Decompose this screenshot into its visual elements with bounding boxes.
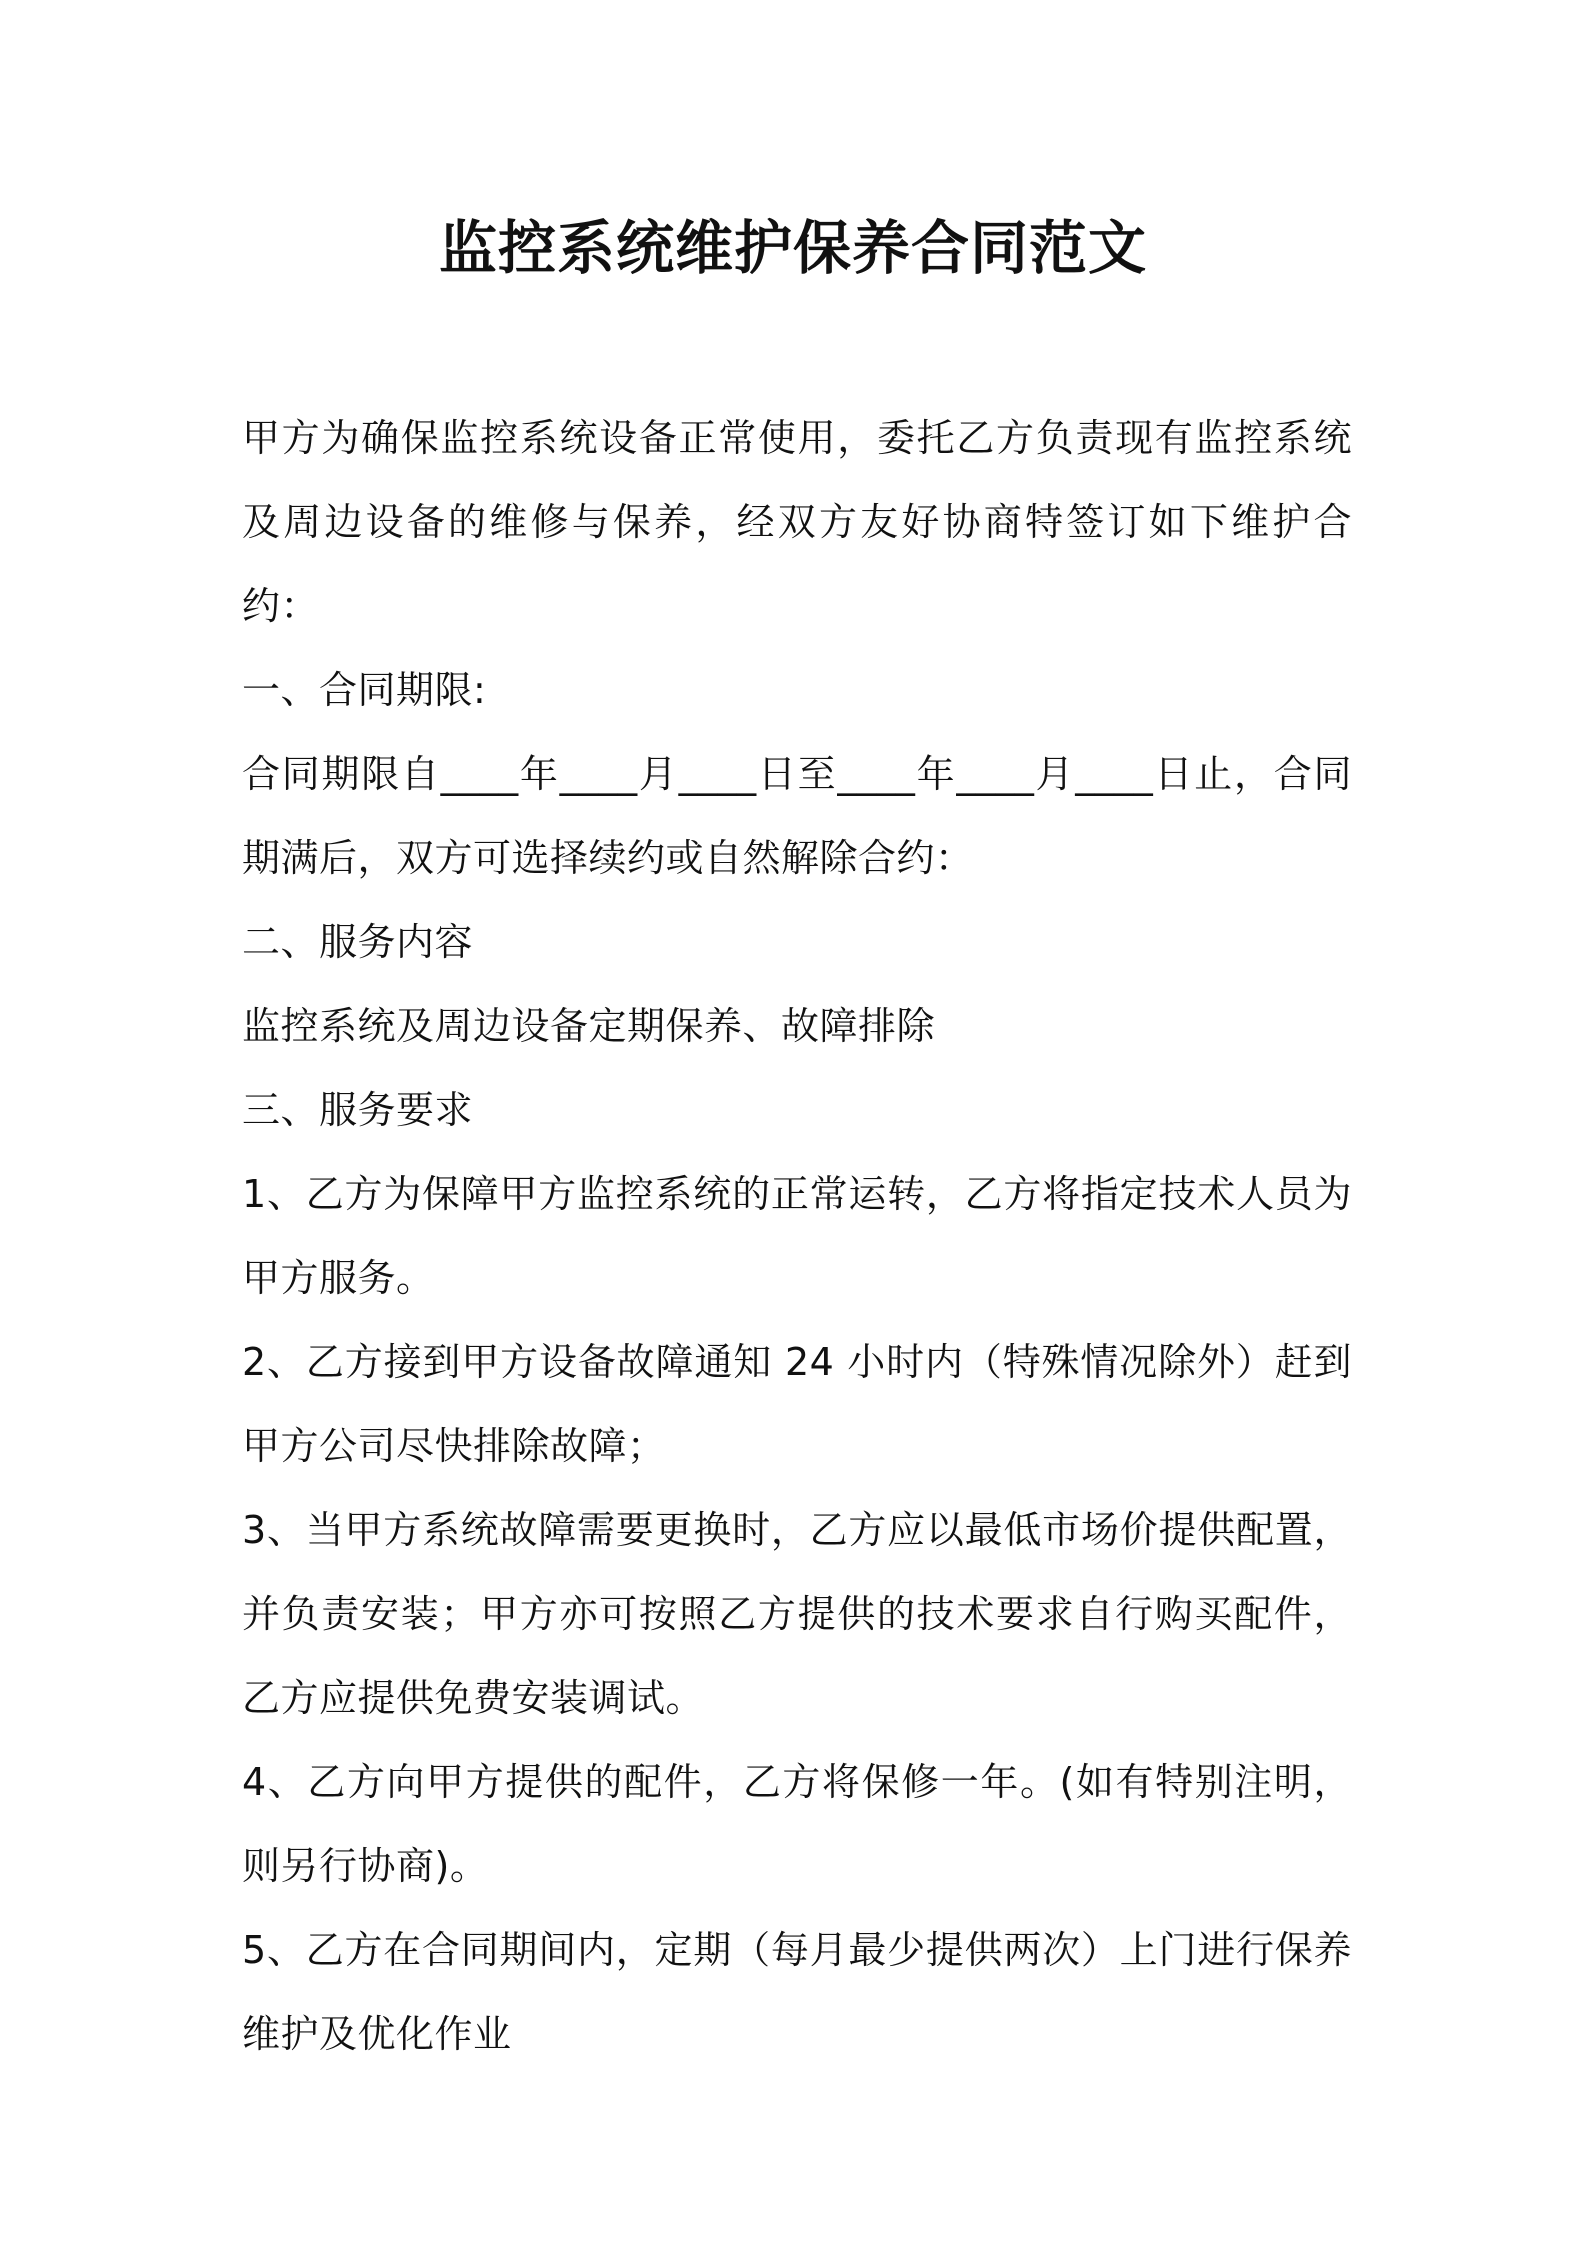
contract-term-paragraph: 合同期限自____年____月____日至____年____月____日止，合同期满后，双方可选择续约或自然解除合约： [242,752,1352,880]
requirement-item: 2、乙方接到甲方设备故障通知 24 小时内（特殊情况除外）赶到甲方公司尽快排除故障； [242,1340,1352,1468]
document-body [242,396,1352,2076]
service-content-paragraph: 监控系统及周边设备定期保养、故障排除 [242,1004,936,1048]
section-heading-service-content: 二、服务内容 [242,920,474,964]
requirement-item: 4、乙方向甲方提供的配件，乙方将保修一年。(如有特别注明，则另行协商)。 [242,1760,1352,1888]
requirement-item: 5、乙方在合同期间内，定期（每月最少提供两次）上门进行保养维护及优化作业 [242,1928,1352,2056]
intro-paragraph: 甲方为确保监控系统设备正常使用，委托乙方负责现有监控系统及周边设备的维修与保养，经双方友好协商特签订如下维护合约： [242,416,1352,628]
document-title: 监控系统维护保养合同范文 [438,214,1147,282]
section-heading-service-requirements: 三、服务要求 [242,1088,474,1132]
requirement-item: 1、乙方为保障甲方监控系统的正常运转，乙方将指定技术人员为甲方服务。 [242,1172,1352,1300]
section-heading-contract-term: 一、合同期限: [242,668,487,712]
requirement-item: 3、当甲方系统故障需要更换时，乙方应以最低市场价提供配置，并负责安装；甲方亦可按照乙方提供的技术要求自行购买配件，乙方应提供免费安装调试。 [242,1508,1352,1720]
